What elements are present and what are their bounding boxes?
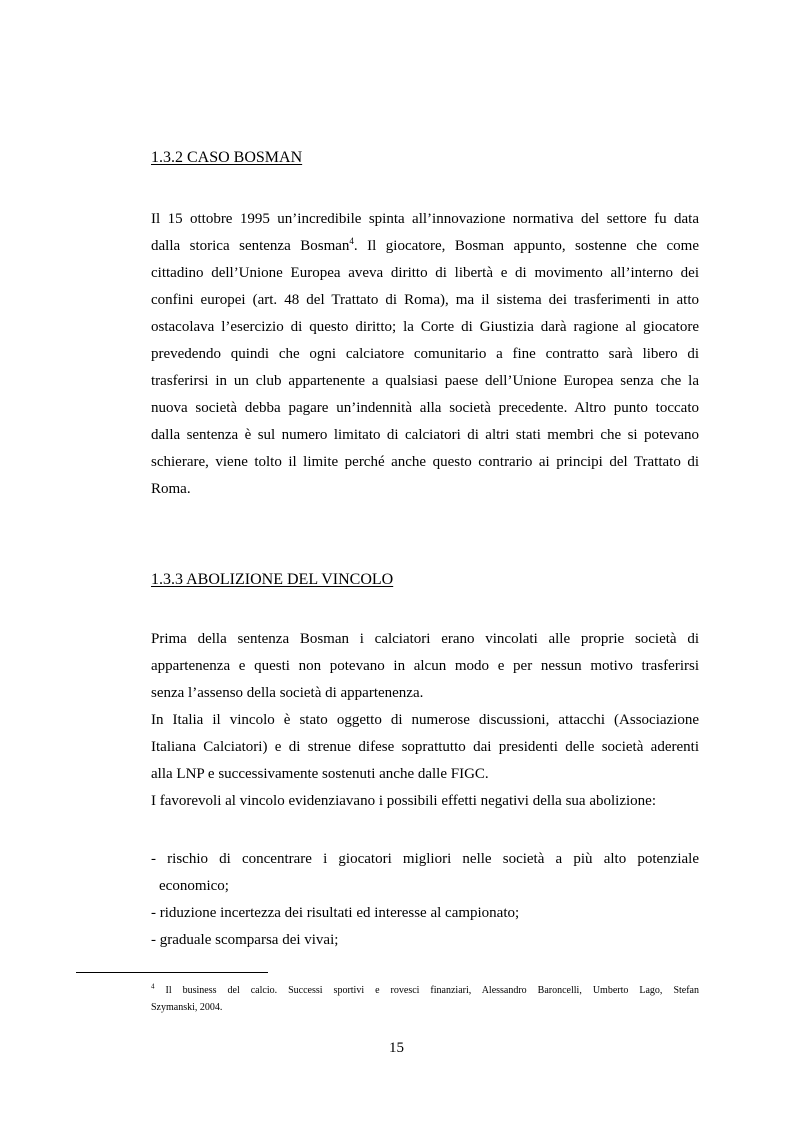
text-line: Italiana Calciatori) e di strenue difese soprattutto dai presidenti delle società aderenti xyxy=(151,739,699,755)
list-item: - riduzione incertezza dei risultati ed interesse al campionato; xyxy=(151,905,520,921)
footnote-number: 4 xyxy=(151,982,155,991)
text-line: appartenenza e questi non potevano in alcun modo e per nessun motivo trasferirsi xyxy=(151,658,699,674)
list-item: - graduale scomparsa dei vivai; xyxy=(151,932,339,948)
list-item: - rischio di concentrare i giocatori migliori nelle società a più alto potenziale xyxy=(151,851,699,867)
paragraph-prima-sentenza xyxy=(151,626,699,707)
text-line: ostacolava l’esercizio di questo diritto; la Corte di Giustizia darà ragione al giocatore xyxy=(151,319,699,335)
text-line: schierare, viene tolto il limite perché anche questo contrario ai principi del Trattato di xyxy=(151,454,699,470)
text-line: cittadino dell’Unione Europea aveva diritto di libertà e di movimento all’interno dei xyxy=(151,265,699,281)
text-line: Roma. xyxy=(151,481,191,497)
text-line: prevedendo quindi che ogni calciatore comunitario a fine contratto sarà libero di xyxy=(151,346,699,362)
section-heading-caso-bosman: 1.3.2 CASO BOSMAN xyxy=(151,149,303,166)
page-number: 15 xyxy=(389,1040,404,1056)
section-heading-abolizione-vincolo: 1.3.3 ABOLIZIONE DEL VINCOLO xyxy=(151,571,394,588)
list-item-continuation: economico; xyxy=(159,878,229,894)
footnote-line: $^4$ Il business del calcio. Successi sportivi e rovesci finanziari, Alessandro Baroncelli, Umberto Lago, Stefan xyxy=(151,982,699,996)
text-line: senza l’assenso della società di appartenenza. xyxy=(151,685,424,701)
text-line: nuova società debba pagare un’indennità alla società precedente. Altro punto toccato xyxy=(151,400,699,416)
footnote-line: Szymanski, 2004. xyxy=(151,1002,223,1013)
text-line: dalla storica sentenza Bosman$^4$. Il giocatore, Bosman appunto, sostenne che come xyxy=(151,236,699,254)
effects-list xyxy=(151,846,699,954)
paragraph-caso-bosman xyxy=(151,206,699,503)
text-line: In Italia il vincolo è stato oggetto di numerose discussioni, attacchi (Associazione xyxy=(151,712,699,728)
text-line: Il 15 ottobre 1995 un’incredibile spinta all’innovazione normativa del settore fu data xyxy=(151,211,699,227)
text-line: trasferirsi in un club appartenente a qualsiasi paese dell’Unione Europea senza che la xyxy=(151,373,699,389)
text-line: alla LNP e successivamente sostenuti anche dalle FIGC. xyxy=(151,766,489,782)
text-line: Prima della sentenza Bosman i calciatori erano vincolati alle proprie società di xyxy=(151,631,699,647)
footnote xyxy=(151,982,699,1016)
footnote-divider xyxy=(76,972,268,973)
text-line: I favorevoli al vincolo evidenziavano i possibili effetti negativi della sua abolizione: xyxy=(151,793,656,809)
text-line: dalla sentenza è sul numero limitato di calciatori di altri stati membri che si potevano xyxy=(151,427,699,443)
text-line: confini europei (art. 48 del Trattato di Roma), ma il sistema dei trasferimenti in atto xyxy=(151,292,699,308)
paragraph-italia-vincolo xyxy=(151,707,699,788)
footnote-ref: 4 xyxy=(349,236,354,246)
paragraph-favorevoli xyxy=(151,788,699,815)
